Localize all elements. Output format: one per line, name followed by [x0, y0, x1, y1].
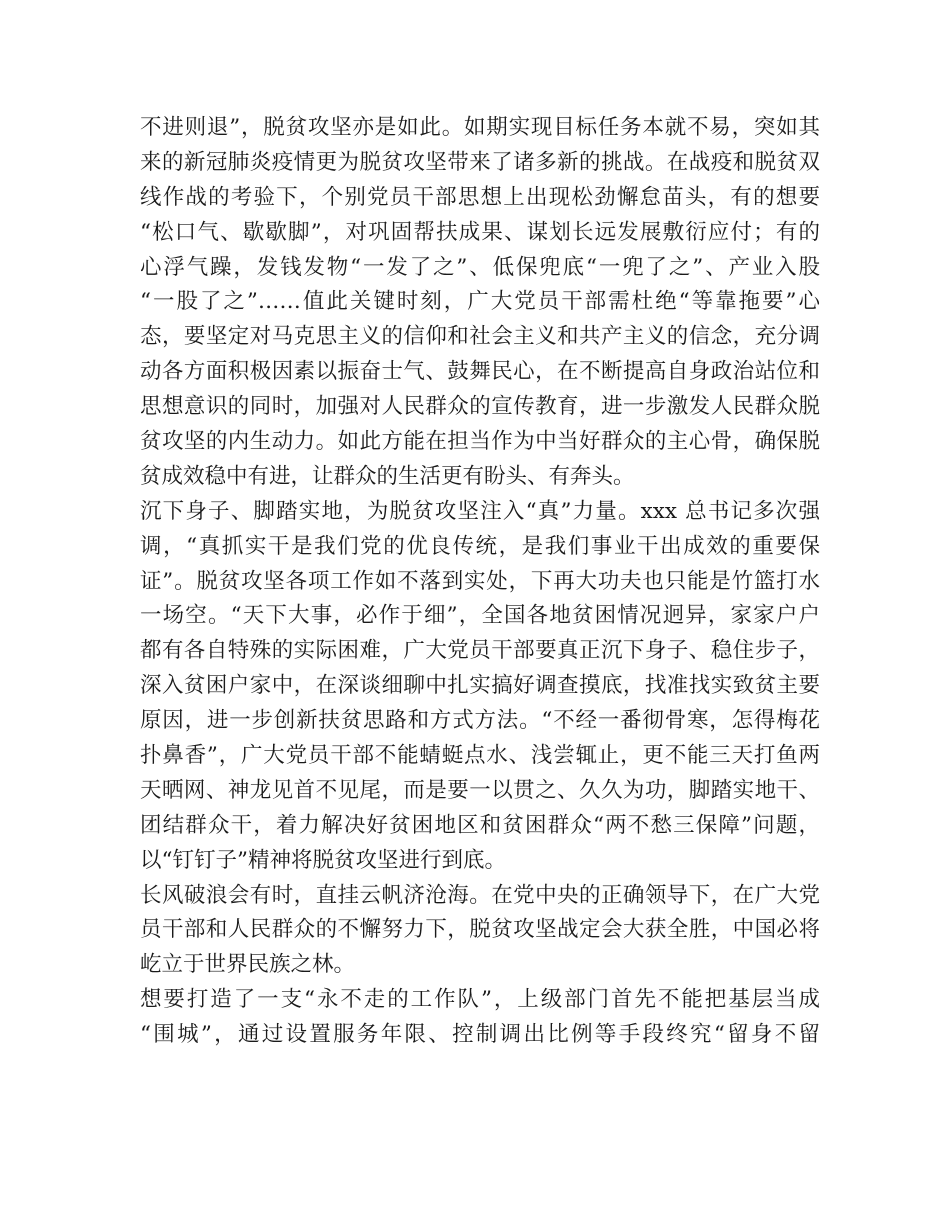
text-line: 员干部和人民群众的不懈努力下，脱贫攻坚战定会大获全胜，中国必将: [140, 917, 820, 943]
text-line: 以“钉钉子”精神将脱贫攻坚进行到底。: [140, 847, 506, 873]
text-line: “围城”，通过设置服务年限、控制调出比例等手段终究“留身不留: [140, 1022, 820, 1048]
paragraph-4: [140, 983, 820, 1053]
text-line: 沉下身子、脚踏实地，为脱贫攻坚注入“真”力量。xxx 总书记多次强: [140, 498, 820, 524]
text-line: 想要打造了一支“永不走的工作队”，上级部门首先不能把基层当成: [140, 987, 820, 1013]
text-line: 深入贫困户家中，在深谈细聊中扎实搞好调查摸底，找准找实致贫主要: [140, 673, 820, 699]
text-line: 调，“真抓实干是我们党的优良传统，是我们事业干出成效的重要保: [140, 533, 820, 559]
paragraph-3: [140, 879, 820, 984]
text-line: 贫成效稳中有进，让群众的生活更有盼头、有奔头。: [140, 463, 635, 489]
paragraph-2: [140, 495, 820, 879]
text-line: 态，要坚定对马克思主义的信仰和社会主义和共产主义的信念，充分调: [140, 324, 820, 350]
text-line: 不进则退”，脱贫攻坚亦是如此。如期实现目标任务本就不易，突如其: [140, 115, 820, 140]
text-line: 都有各自特殊的实际困难，广大党员干部要真正沉下身子、稳住步子，: [140, 638, 820, 664]
paragraph-1: [140, 111, 820, 495]
text-line: 原因，进一步创新扶贫思路和方式方法。“不经一番彻骨寒，怎得梅花: [140, 708, 820, 734]
text-line: 一场空。“天下大事，必作于细”，全国各地贫困情况迥异，家家户户: [140, 603, 820, 629]
text-line: “松口气、歇歇脚”，对巩固帮扶成果、谋划长远发展敷衍应付；有的: [140, 219, 820, 245]
text-line: 扑鼻香”，广大党员干部不能蜻蜓点水、浅尝辄止，更不能三天打鱼两: [140, 743, 820, 769]
text-line: 天晒网、神龙见首不见尾，而是要一以贯之、久久为功，脚踏实地干、: [140, 777, 820, 803]
text-line: 线作战的考验下，个别党员干部思想上出现松劲懈怠苗头，有的想要: [140, 184, 820, 210]
text-line: 团结群众干，着力解决好贫困地区和贫困群众“两不愁三保障”问题，: [140, 812, 820, 838]
text-line: 屹立于世界民族之林。: [140, 952, 356, 978]
text-line: 来的新冠肺炎疫情更为脱贫攻坚带来了诸多新的挑战。在战疫和脱贫双: [140, 149, 820, 175]
text-line: “一股了之”……值此关键时刻，广大党员干部需杜绝“等靠拖要”心: [140, 289, 820, 315]
text-line: 心浮气躁，发钱发物“一发了之”、低保兜底“一兜了之”、产业入股: [140, 254, 820, 280]
text-line: 证”。脱贫攻坚各项工作如不落到实处，下再大功夫也只能是竹篮打水: [140, 568, 820, 594]
text-line: 长风破浪会有时，直挂云帆济沧海。在党中央的正确领导下，在广大党: [140, 882, 820, 908]
document-body: [140, 111, 820, 1053]
text-line: 动各方面积极因素以振奋士气、鼓舞民心，在不断提高自身政治站位和: [140, 359, 820, 385]
text-line: 贫攻坚的内生动力。如此方能在担当作为中当好群众的主心骨，确保脱: [140, 429, 820, 455]
text-line: 思想意识的同时，加强对人民群众的宣传教育，进一步激发人民群众脱: [140, 394, 820, 420]
